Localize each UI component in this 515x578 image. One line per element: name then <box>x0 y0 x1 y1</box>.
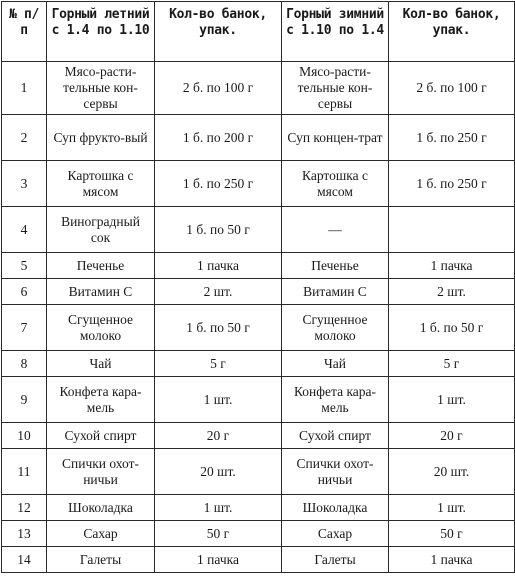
header-winter-quantity: Кол-во банок, упак. <box>389 2 515 62</box>
winter-quantity: 1 б. по 50 г <box>389 305 515 351</box>
summer-quantity: 5 г <box>155 351 282 377</box>
winter-item: Чай <box>282 351 389 377</box>
summer-quantity: 1 шт. <box>155 377 282 423</box>
summer-quantity: 20 г <box>155 423 282 449</box>
row-number: 4 <box>2 207 47 253</box>
header-summer-ration: Горный летний с 1.4 по 1.10 <box>47 2 155 62</box>
row-number: 10 <box>2 423 47 449</box>
row-number: 7 <box>2 305 47 351</box>
summer-quantity: 1 шт. <box>155 495 282 521</box>
summer-item: Суп фрукто-вый <box>47 115 155 161</box>
winter-quantity <box>389 207 515 253</box>
header-row <box>2 2 515 62</box>
table-row <box>2 521 515 547</box>
row-number: 2 <box>2 115 47 161</box>
summer-item: Шоколадка <box>47 495 155 521</box>
summer-quantity: 1 б. по 50 г <box>155 207 282 253</box>
table-row <box>2 351 515 377</box>
summer-quantity: 50 г <box>155 521 282 547</box>
winter-quantity: 1 б. по 250 г <box>389 115 515 161</box>
summer-item: Сухой спирт <box>47 423 155 449</box>
row-number: 12 <box>2 495 47 521</box>
winter-quantity: 1 пачка <box>389 253 515 279</box>
row-number: 9 <box>2 377 47 423</box>
winter-quantity: 1 б. по 250 г <box>389 161 515 207</box>
row-number: 3 <box>2 161 47 207</box>
winter-item: Мясо-расти-тельные кон-сервы <box>282 62 389 115</box>
winter-item: — <box>282 207 389 253</box>
winter-quantity: 50 г <box>389 521 515 547</box>
winter-item: Шоколадка <box>282 495 389 521</box>
summer-item: Витамин С <box>47 279 155 305</box>
winter-item: Витамин С <box>282 279 389 305</box>
header-winter-ration: Горный зимний с 1.10 по 1.4 <box>282 2 389 62</box>
winter-item: Картошка с мясом <box>282 161 389 207</box>
table-row <box>2 207 515 253</box>
winter-quantity: 20 г <box>389 423 515 449</box>
table-row <box>2 423 515 449</box>
table-row <box>2 279 515 305</box>
table-row <box>2 305 515 351</box>
summer-quantity: 1 б. по 50 г <box>155 305 282 351</box>
row-number: 8 <box>2 351 47 377</box>
summer-item: Сахар <box>47 521 155 547</box>
winter-item: Галеты <box>282 547 389 573</box>
row-number: 14 <box>2 547 47 573</box>
table-row <box>2 495 515 521</box>
summer-quantity: 20 шт. <box>155 449 282 495</box>
summer-quantity: 1 б. по 250 г <box>155 161 282 207</box>
table-row <box>2 547 515 573</box>
summer-quantity: 1 пачка <box>155 547 282 573</box>
row-number: 5 <box>2 253 47 279</box>
table-row <box>2 115 515 161</box>
summer-item: Печенье <box>47 253 155 279</box>
winter-item: Печенье <box>282 253 389 279</box>
header-number: № п/п <box>2 2 47 62</box>
winter-item: Сахар <box>282 521 389 547</box>
winter-quantity: 1 шт. <box>389 495 515 521</box>
summer-item: Конфета кара-мель <box>47 377 155 423</box>
summer-quantity: 2 шт. <box>155 279 282 305</box>
summer-item: Галеты <box>47 547 155 573</box>
summer-item: Картошка с мясом <box>47 161 155 207</box>
winter-item: Конфета кара-мель <box>282 377 389 423</box>
header-summer-quantity: Кол-во банок, упак. <box>155 2 282 62</box>
summer-quantity: 2 б. по 100 г <box>155 62 282 115</box>
table-row <box>2 62 515 115</box>
winter-quantity: 2 шт. <box>389 279 515 305</box>
summer-item: Мясо-расти-тельные кон-сервы <box>47 62 155 115</box>
table-row <box>2 377 515 423</box>
row-number: 6 <box>2 279 47 305</box>
table-row <box>2 161 515 207</box>
winter-quantity: 20 шт. <box>389 449 515 495</box>
summer-item: Спички охот-ничьи <box>47 449 155 495</box>
winter-quantity: 5 г <box>389 351 515 377</box>
ration-table <box>1 1 515 573</box>
table-row <box>2 449 515 495</box>
row-number: 13 <box>2 521 47 547</box>
winter-quantity: 2 б. по 100 г <box>389 62 515 115</box>
summer-item: Чай <box>47 351 155 377</box>
winter-item: Спички охот-ничьи <box>282 449 389 495</box>
winter-quantity: 1 шт. <box>389 377 515 423</box>
row-number: 1 <box>2 62 47 115</box>
summer-item: Виноградный сок <box>47 207 155 253</box>
summer-item: Сгущенное молоко <box>47 305 155 351</box>
summer-quantity: 1 б. по 200 г <box>155 115 282 161</box>
winter-item: Суп концен-трат <box>282 115 389 161</box>
summer-quantity: 1 пачка <box>155 253 282 279</box>
winter-quantity: 1 пачка <box>389 547 515 573</box>
table-row <box>2 253 515 279</box>
winter-item: Сгущенное молоко <box>282 305 389 351</box>
winter-item: Сухой спирт <box>282 423 389 449</box>
row-number: 11 <box>2 449 47 495</box>
